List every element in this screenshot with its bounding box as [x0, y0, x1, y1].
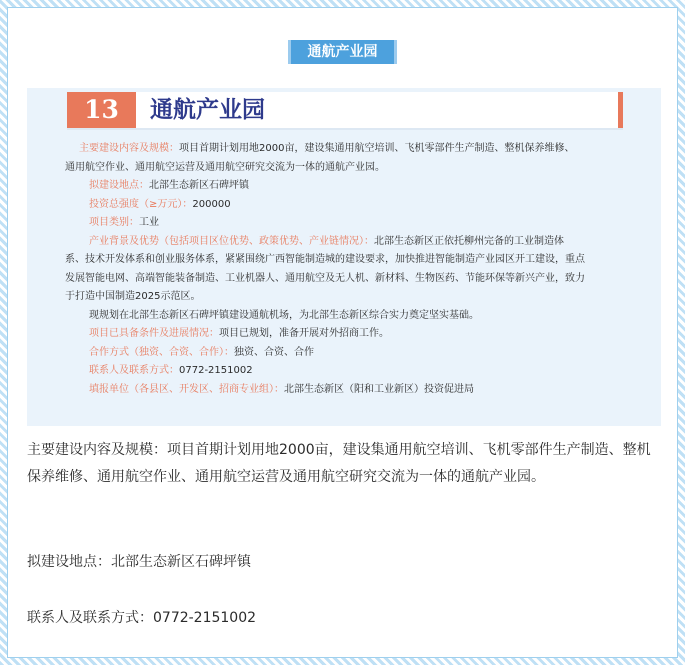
- card-background-line-5: 现规划在北部生态新区石碑坪镇建设通航机场，为北部生态新区综合实力奠定坚实基础。: [89, 309, 479, 321]
- card-background-line-4: 于打造中国制造2025示范区。: [65, 291, 201, 302]
- card-background-line-3: 发展智能电网、高端智能装备制造、工业机器人、通用航空及无人机、新材料、生物医药、节能环保等新兴产业，致力: [65, 272, 585, 284]
- card-filler: 填报单位（各县区、开发区、招商专业组）：北部生态新区（阳和工业新区）投资促进局: [89, 383, 474, 395]
- card-site: 拟建设地点：北部生态新区石碑坪镇: [89, 180, 249, 191]
- card-scale-line-2: 通用航空作业、通用航空运营及通用航空研究交流为一体的通航产业园。: [65, 161, 385, 173]
- project-title-bar: [136, 92, 623, 128]
- card-contact: 联系人及联系方式：0772-2151002: [89, 365, 253, 376]
- card-progress: 项目已具备条件及进展情况：项目已规划，准备开展对外招商工作。: [89, 328, 389, 339]
- body-contact-paragraph: 联系人及联系方式：0772-2151002: [27, 610, 257, 626]
- card-cooperation: 合作方式（独资、合资、合作）：独资、合资、合作: [89, 346, 314, 358]
- card-scale-line-1: 主要建设内容及规模：项目首期计划用地2000亩，建设集通用航空培训、飞机零部件生产制造、整机保养维修、: [79, 143, 575, 154]
- body-scale-paragraph: 主要建设内容及规模：项目首期计划用地2000亩，建设集通用航空培训、飞机零部件生产制造、整机保养维修、通用航空作业、通用航空运营及通用航空研究交流为一体的通航产业园。: [27, 442, 651, 485]
- card-background-line-2: 系、技术开发体系和创业服务体系，紧紧围绕广西智能制造城的建设要求，加快推进智能制造产业园区开工建设，重点: [65, 254, 585, 265]
- card-background-line-1: 产业背景及优势（包括项目区位优势、政策优势、产业链情况）：北部生态新区正依托柳州完备的工业制造体: [89, 235, 564, 247]
- project-title: 通航产业园: [150, 96, 265, 123]
- card-category: 项目类别：工业: [89, 217, 159, 228]
- project-card-image: [27, 88, 661, 426]
- card-investment: 投资总强度（≥万元）：200000: [89, 198, 231, 210]
- title-divider: [67, 128, 623, 130]
- project-number: 13: [67, 92, 136, 128]
- section-tag: 通航产业园: [288, 40, 397, 64]
- body-site-paragraph: 拟建设地点：北部生态新区石碑坪镇: [27, 554, 251, 570]
